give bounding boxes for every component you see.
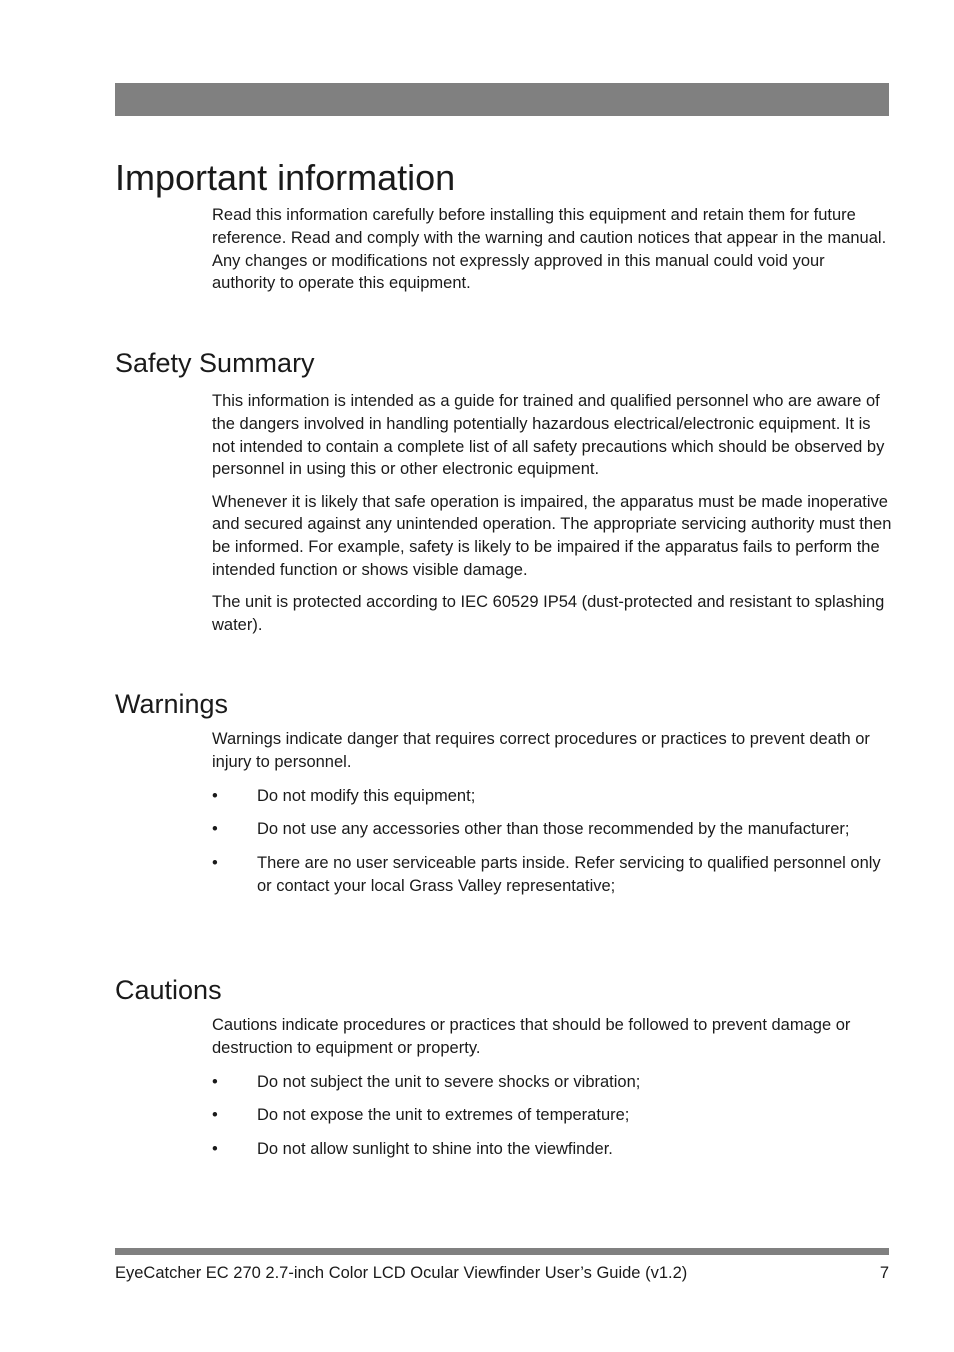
- bullet-icon: •: [212, 786, 218, 805]
- page-title: Important information: [115, 157, 456, 198]
- list-item: • Do not subject the unit to severe shocks or vibration;: [212, 1071, 892, 1094]
- safety-summary-heading: Safety Summary: [115, 348, 315, 378]
- header-bar: [115, 83, 889, 116]
- intro-block: [212, 204, 892, 305]
- footer-document-title: EyeCatcher EC 270 2.7-inch Color LCD Ocular Viewfinder User’s Guide (v1.2): [115, 1264, 688, 1282]
- list-item: • Do not allow sunlight to shine into the viewfinder.: [212, 1138, 892, 1161]
- list-item: • Do not modify this equipment;: [212, 785, 892, 808]
- bullet-icon: •: [212, 820, 218, 839]
- cautions-block: [212, 1014, 892, 1172]
- page-number: 7: [879, 1264, 889, 1282]
- intro-paragraph: Read this information carefully before installing this equipment and retain them for future reference. Read and comply with the warning and caution notices that appear in the manual. Any changes or modifications not expressly approved in this manual could void your authority to operate this equipment.: [212, 206, 887, 293]
- safety-paragraph: Whenever it is likely that safe operation is impaired, the apparatus must be made inoperative and secured against any unintended operation. The appropriate servicing authority must then be informed. For example, safety is likely to be impaired if the apparatus fails to perform the intended function or shows visible damage.: [212, 492, 892, 580]
- bullet-icon: •: [212, 1140, 218, 1159]
- list-item: • Do not use any accessories other than those recommended by the manufacturer;: [212, 818, 892, 841]
- warnings-block: [212, 728, 892, 909]
- warnings-list: [212, 785, 892, 898]
- safety-paragraph: This information is intended as a guide for trained and qualified personnel who are aware of the dangers involved in handling potentially hazardous electrical/electronic equipment. It is not intended to contain a complete list of all safety precautions which should be observed by personnel in using this or other electronic equipment.: [212, 392, 885, 479]
- bullet-icon: •: [212, 1072, 218, 1091]
- cautions-intro: Cautions indicate procedures or practices that should be followed to prevent damage or destruction to equipment or property.: [212, 1016, 851, 1057]
- safety-paragraph: The unit is protected according to IEC 60529 IP54 (dust-protected and resistant to splashing water).: [212, 593, 885, 635]
- list-item: • Do not expose the unit to extremes of temperature;: [212, 1104, 892, 1127]
- footer-bar: [115, 1248, 889, 1255]
- safety-summary-block: [212, 390, 892, 646]
- bullet-icon: •: [212, 854, 218, 873]
- list-item: • There are no user serviceable parts inside. Refer servicing to qualified personnel only or contact your local Grass Valley representative;: [212, 854, 881, 895]
- warnings-intro: Warnings indicate danger that requires correct procedures or practices to prevent death or injury to personnel.: [212, 730, 870, 771]
- cautions-list: [212, 1071, 892, 1161]
- warnings-heading: Warnings: [115, 689, 229, 719]
- bullet-icon: •: [212, 1106, 218, 1125]
- cautions-heading: Cautions: [115, 975, 222, 1005]
